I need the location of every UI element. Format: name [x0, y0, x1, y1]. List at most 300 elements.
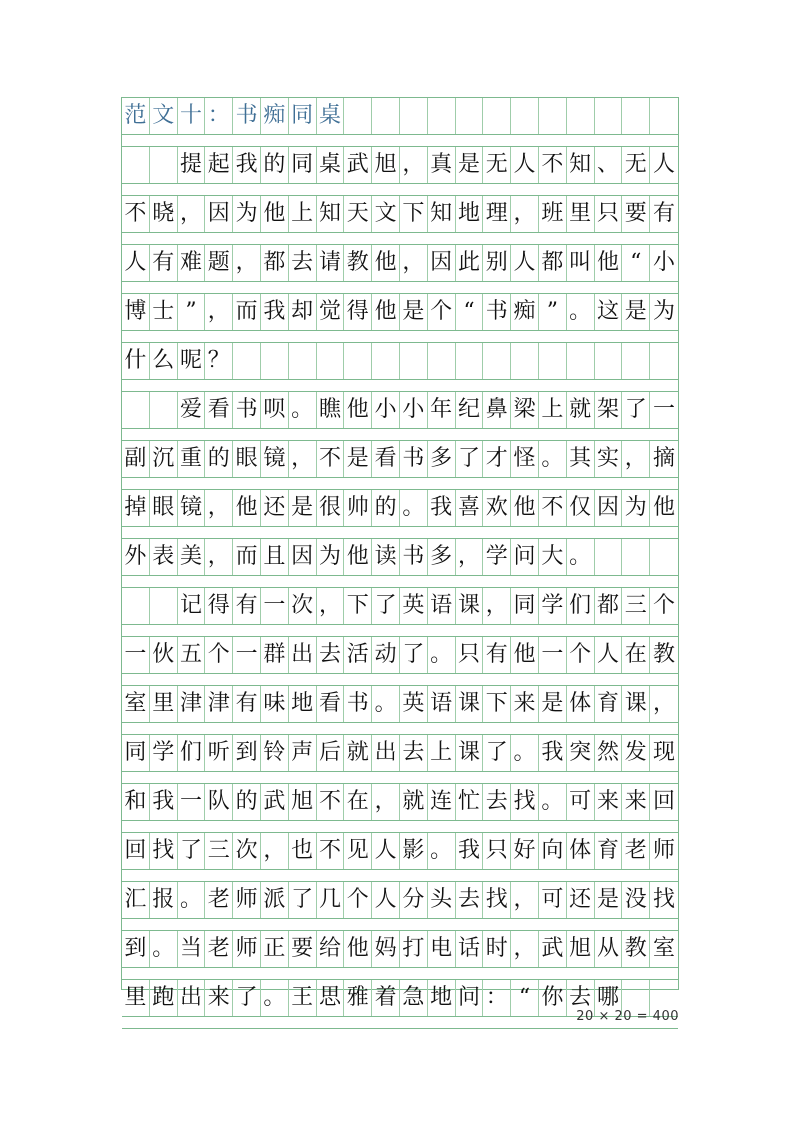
char-cell: 来	[622, 784, 650, 820]
char-cell: 为	[653, 299, 676, 324]
char-cell: 师	[653, 838, 676, 863]
char-cell: 同	[122, 735, 150, 771]
char-cell: 一	[261, 588, 289, 624]
char-cell: 有	[233, 686, 261, 722]
char-cell: 。	[539, 784, 567, 820]
char-cell: 人	[511, 147, 539, 183]
char-cell: 纪	[456, 392, 484, 428]
char-cell: 是	[456, 147, 484, 183]
text-row	[122, 686, 678, 722]
title-char-cell: ：	[205, 98, 233, 134]
text-row	[122, 833, 678, 869]
char-cell: 回	[122, 833, 150, 869]
char-cell: 桌	[317, 147, 345, 183]
char-cell: 就	[567, 392, 595, 428]
char-cell: 去	[567, 980, 595, 1016]
char-cell: 三	[205, 833, 233, 869]
char-cell: 话	[456, 931, 484, 967]
char-cell: 摘	[653, 446, 676, 471]
char-cell: 美	[178, 539, 206, 575]
row-gap	[122, 428, 678, 441]
char-cell: 他	[344, 539, 372, 575]
char-cell: 。	[178, 882, 206, 918]
grid-count-label: 20 × 20 = 400	[576, 1009, 679, 1024]
char-cell: 梁	[511, 392, 539, 428]
char-cell: 我	[428, 490, 456, 526]
char-cell: 次	[233, 833, 261, 869]
char-cell: 呗	[261, 392, 289, 428]
char-cell: 表	[150, 539, 178, 575]
char-cell: 汇	[122, 882, 150, 918]
char-cell: 文	[372, 196, 400, 232]
char-cell: 去	[483, 784, 511, 820]
row-gap	[122, 330, 678, 343]
char-cell: 看	[317, 686, 345, 722]
char-cell: 课	[456, 735, 484, 771]
char-cell: 不	[539, 490, 567, 526]
char-cell: 一	[233, 637, 261, 673]
char-cell	[595, 343, 623, 379]
title-char-cell	[539, 98, 567, 134]
char-cell: 问	[456, 980, 484, 1016]
char-cell: 是	[622, 294, 650, 330]
char-cell: 书	[233, 392, 261, 428]
char-cell: 好	[511, 833, 539, 869]
char-cell	[428, 343, 456, 379]
char-cell: 他	[511, 637, 539, 673]
title-char-cell	[372, 98, 400, 134]
text-row	[122, 490, 678, 526]
char-cell: 这	[595, 294, 623, 330]
char-cell: 然	[595, 735, 623, 771]
char-cell: 去	[317, 637, 345, 673]
char-cell: ，	[622, 441, 650, 477]
char-cell: 津	[205, 686, 233, 722]
char-cell: ，	[289, 441, 317, 477]
char-cell	[344, 343, 372, 379]
char-cell: 此	[456, 245, 484, 281]
char-cell: 不	[317, 833, 345, 869]
char-cell: 们	[178, 735, 206, 771]
title-char-cell	[595, 98, 623, 134]
char-cell: 他	[653, 495, 676, 520]
row-gap	[122, 134, 678, 147]
char-cell: 就	[400, 784, 428, 820]
char-cell: 味	[261, 686, 289, 722]
char-cell: 起	[205, 147, 233, 183]
char-cell: 课	[456, 588, 484, 624]
char-cell: 仅	[567, 490, 595, 526]
char-cell: 知	[567, 147, 595, 183]
char-cell: 次	[289, 588, 317, 624]
char-cell: 活	[344, 637, 372, 673]
char-cell: 什	[122, 343, 150, 379]
row-gap	[122, 183, 678, 196]
char-cell: 头	[428, 882, 456, 918]
char-cell: 沉	[150, 441, 178, 477]
char-cell: 人	[122, 245, 150, 281]
char-cell: 看	[205, 392, 233, 428]
char-cell: 我	[233, 147, 261, 183]
title-char-cell: 桌	[317, 98, 345, 134]
char-cell: 他	[372, 294, 400, 330]
char-cell: 连	[428, 784, 456, 820]
char-cell: “	[622, 245, 650, 281]
char-cell: 喜	[456, 490, 484, 526]
char-cell: 却	[289, 294, 317, 330]
title-char-cell: 文	[150, 98, 178, 134]
char-cell: 从	[595, 931, 623, 967]
char-cell: 他	[344, 392, 372, 428]
char-cell: 现	[653, 740, 676, 765]
char-cell: 提	[178, 147, 206, 183]
char-cell: 架	[595, 392, 623, 428]
char-cell: 大	[539, 539, 567, 575]
char-cell	[261, 343, 289, 379]
char-cell: 旭	[567, 931, 595, 967]
char-cell	[511, 343, 539, 379]
char-cell: 英	[400, 686, 428, 722]
char-cell: 学	[539, 588, 567, 624]
char-cell: ”	[539, 294, 567, 330]
text-row	[122, 245, 678, 281]
char-cell: 分	[400, 882, 428, 918]
char-cell: 书	[400, 441, 428, 477]
row-gap	[122, 232, 678, 245]
char-cell: 人	[653, 152, 676, 177]
char-cell: 他	[261, 196, 289, 232]
text-row	[122, 441, 678, 477]
char-cell: 年	[428, 392, 456, 428]
char-cell: 他	[511, 490, 539, 526]
char-cell: 出	[372, 735, 400, 771]
char-cell: 同	[511, 588, 539, 624]
char-cell: “	[511, 980, 539, 1016]
char-cell: 无	[622, 147, 650, 183]
char-cell: ，	[511, 196, 539, 232]
char-cell: 教	[653, 642, 676, 667]
char-cell: 人	[372, 882, 400, 918]
char-cell: 班	[539, 196, 567, 232]
char-cell: 题	[205, 245, 233, 281]
char-cell: 无	[483, 147, 511, 183]
char-cell	[122, 588, 150, 624]
char-cell: 有	[233, 588, 261, 624]
char-cell: 王	[289, 980, 317, 1016]
char-cell: 看	[372, 441, 400, 477]
row-gap	[122, 820, 678, 833]
row-gap	[122, 771, 678, 784]
char-cell: 来	[595, 784, 623, 820]
char-cell: ？	[205, 343, 233, 379]
char-cell: 室	[122, 686, 150, 722]
char-cell: 都	[261, 245, 289, 281]
char-cell: ，	[511, 882, 539, 918]
char-cell: 就	[344, 735, 372, 771]
char-cell: 可	[539, 882, 567, 918]
char-cell: 镜	[178, 490, 206, 526]
char-cell: 上	[428, 735, 456, 771]
char-cell: 向	[539, 833, 567, 869]
char-cell: ”	[178, 294, 206, 330]
char-cell	[650, 539, 678, 575]
char-cell: ，	[400, 147, 428, 183]
char-cell: 当	[178, 931, 206, 967]
text-row	[122, 196, 678, 232]
row-gap	[122, 869, 678, 882]
char-cell: 。	[428, 833, 456, 869]
char-cell: 你	[539, 980, 567, 1016]
char-cell: 同	[289, 147, 317, 183]
char-cell: 下	[344, 588, 372, 624]
char-cell: 报	[150, 882, 178, 918]
char-cell: 叫	[567, 245, 595, 281]
char-cell	[122, 392, 150, 428]
char-cell: ，	[653, 691, 676, 716]
title-char-cell	[650, 98, 678, 134]
char-cell: 外	[122, 539, 150, 575]
char-cell: 来	[511, 686, 539, 722]
char-cell: 师	[233, 882, 261, 918]
char-cell: 学	[483, 539, 511, 575]
char-cell: 小	[400, 392, 428, 428]
char-cell	[150, 392, 178, 428]
char-cell: 理	[483, 196, 511, 232]
char-cell: 因	[289, 539, 317, 575]
char-cell: 他	[233, 490, 261, 526]
char-cell: 找	[511, 784, 539, 820]
title-char-cell	[400, 98, 428, 134]
char-cell: 欢	[483, 490, 511, 526]
char-cell: 找	[653, 887, 676, 912]
text-row	[122, 637, 678, 673]
char-cell: 怪	[511, 441, 539, 477]
title-char-cell	[511, 98, 539, 134]
char-cell: 小	[653, 250, 676, 275]
char-cell: 找	[483, 882, 511, 918]
char-cell: ，	[317, 588, 345, 624]
char-cell: 急	[400, 980, 428, 1016]
char-cell: 上	[289, 196, 317, 232]
char-cell: 。	[372, 686, 400, 722]
char-cell	[122, 147, 150, 183]
char-cell: 只	[595, 196, 623, 232]
char-cell: 不	[539, 147, 567, 183]
char-cell	[233, 343, 261, 379]
title-char-cell: 同	[289, 98, 317, 134]
char-cell	[622, 343, 650, 379]
char-cell: 个	[428, 294, 456, 330]
char-cell: 时	[483, 931, 511, 967]
char-cell: 有	[150, 245, 178, 281]
char-cell: 都	[595, 588, 623, 624]
char-cell: 镜	[261, 441, 289, 477]
char-cell: ，	[456, 539, 484, 575]
char-cell: 里	[122, 980, 150, 1016]
char-cell: 请	[317, 245, 345, 281]
text-row	[122, 343, 678, 379]
char-cell: 课	[456, 686, 484, 722]
char-cell: 了	[233, 980, 261, 1016]
char-cell: 。	[567, 539, 595, 575]
char-cell: 知	[317, 196, 345, 232]
char-cell: 多	[428, 441, 456, 477]
char-cell: 因	[595, 490, 623, 526]
char-cell: 副	[122, 441, 150, 477]
char-cell: 且	[261, 539, 289, 575]
char-cell: 人	[595, 637, 623, 673]
char-cell: 、	[595, 147, 623, 183]
char-cell: 鼻	[483, 392, 511, 428]
title-char-cell	[456, 98, 484, 134]
char-cell: 人	[372, 833, 400, 869]
char-cell: 地	[456, 196, 484, 232]
char-cell: 个	[653, 593, 676, 618]
char-cell: 而	[233, 539, 261, 575]
char-cell: 课	[622, 686, 650, 722]
char-cell: 了	[622, 392, 650, 428]
char-cell: 我	[261, 294, 289, 330]
char-cell: 到	[122, 931, 150, 967]
char-cell: 见	[344, 833, 372, 869]
char-cell: 了	[178, 833, 206, 869]
char-cell: 问	[511, 539, 539, 575]
char-cell: 派	[261, 882, 289, 918]
char-cell: 我	[456, 833, 484, 869]
char-cell: 找	[150, 833, 178, 869]
char-cell	[539, 343, 567, 379]
row-gap	[122, 526, 678, 539]
char-cell: 出	[289, 637, 317, 673]
char-cell: 不	[317, 441, 345, 477]
row-gap	[122, 624, 678, 637]
char-cell: 还	[261, 490, 289, 526]
char-cell: 很	[317, 490, 345, 526]
char-cell: 有	[653, 201, 676, 226]
char-cell: 思	[317, 980, 345, 1016]
char-cell: 出	[178, 980, 206, 1016]
char-cell: 要	[622, 196, 650, 232]
char-cell: 了	[456, 441, 484, 477]
char-cell: 语	[428, 686, 456, 722]
char-cell: 为	[233, 196, 261, 232]
char-cell: 妈	[372, 931, 400, 967]
char-cell: 地	[289, 686, 317, 722]
char-cell: 里	[567, 196, 595, 232]
char-cell: 一	[122, 637, 150, 673]
char-cell: 。	[400, 490, 428, 526]
char-cell: 给	[317, 931, 345, 967]
title-char-cell: 书	[233, 98, 261, 134]
title-char-cell	[622, 98, 650, 134]
char-cell: 老	[205, 882, 233, 918]
char-cell: 声	[289, 735, 317, 771]
char-cell: 几	[317, 882, 345, 918]
text-row	[122, 882, 678, 918]
char-cell: 体	[567, 833, 595, 869]
char-cell	[456, 343, 484, 379]
char-cell: 晓	[150, 196, 178, 232]
char-cell: 人	[511, 245, 539, 281]
char-cell: 一	[653, 397, 676, 422]
char-cell: 雅	[344, 980, 372, 1016]
char-cell: ，	[400, 245, 428, 281]
char-cell: 有	[483, 637, 511, 673]
char-cell: 动	[372, 637, 400, 673]
char-cell: 下	[400, 196, 428, 232]
char-cell: 了	[483, 735, 511, 771]
char-cell: 真	[428, 147, 456, 183]
char-cell: ：	[483, 980, 511, 1016]
char-cell	[150, 588, 178, 624]
text-row	[122, 147, 678, 183]
char-cell: 为	[622, 490, 650, 526]
char-cell	[567, 343, 595, 379]
row-gap	[122, 918, 678, 931]
char-cell: 语	[428, 588, 456, 624]
char-cell: 掉	[122, 490, 150, 526]
char-cell: 去	[400, 735, 428, 771]
char-cell: 博	[122, 294, 150, 330]
text-row	[122, 931, 678, 967]
char-cell: 了	[372, 588, 400, 624]
char-cell: 一	[539, 637, 567, 673]
char-cell: 天	[344, 196, 372, 232]
row-gap	[122, 281, 678, 294]
char-cell: 打	[400, 931, 428, 967]
char-cell: ，	[205, 490, 233, 526]
char-cell: 他	[372, 245, 400, 281]
char-cell: 学	[150, 735, 178, 771]
char-cell: 才	[483, 441, 511, 477]
char-cell: 。	[150, 931, 178, 967]
row-gap	[122, 477, 678, 490]
text-row	[122, 539, 678, 575]
char-cell: 哪	[595, 980, 623, 1016]
char-cell	[317, 343, 345, 379]
char-cell: 都	[539, 245, 567, 281]
char-cell: 是	[595, 882, 623, 918]
char-cell: ，	[261, 833, 289, 869]
char-cell: 其	[567, 441, 595, 477]
char-cell: 教	[622, 931, 650, 967]
char-cell: 群	[261, 637, 289, 673]
char-cell: 正	[261, 931, 289, 967]
char-cell: 忙	[456, 784, 484, 820]
text-row	[122, 294, 678, 330]
char-cell: 难	[178, 245, 206, 281]
char-cell: 。	[428, 637, 456, 673]
title-char-cell	[428, 98, 456, 134]
char-cell: 个	[344, 882, 372, 918]
char-cell: 武	[539, 931, 567, 967]
char-cell: 旭	[289, 784, 317, 820]
char-cell: 个	[205, 637, 233, 673]
char-cell: 的	[372, 490, 400, 526]
title-row	[122, 98, 678, 134]
char-cell: 们	[567, 588, 595, 624]
char-cell: 帅	[344, 490, 372, 526]
char-cell: 和	[122, 784, 150, 820]
char-cell: 了	[400, 637, 428, 673]
char-cell: 一	[178, 784, 206, 820]
char-cell: 觉	[317, 294, 345, 330]
char-cell: 在	[622, 637, 650, 673]
char-cell: 而	[233, 294, 261, 330]
char-cell: 只	[456, 637, 484, 673]
char-cell: 瞧	[317, 392, 345, 428]
text-row	[122, 392, 678, 428]
